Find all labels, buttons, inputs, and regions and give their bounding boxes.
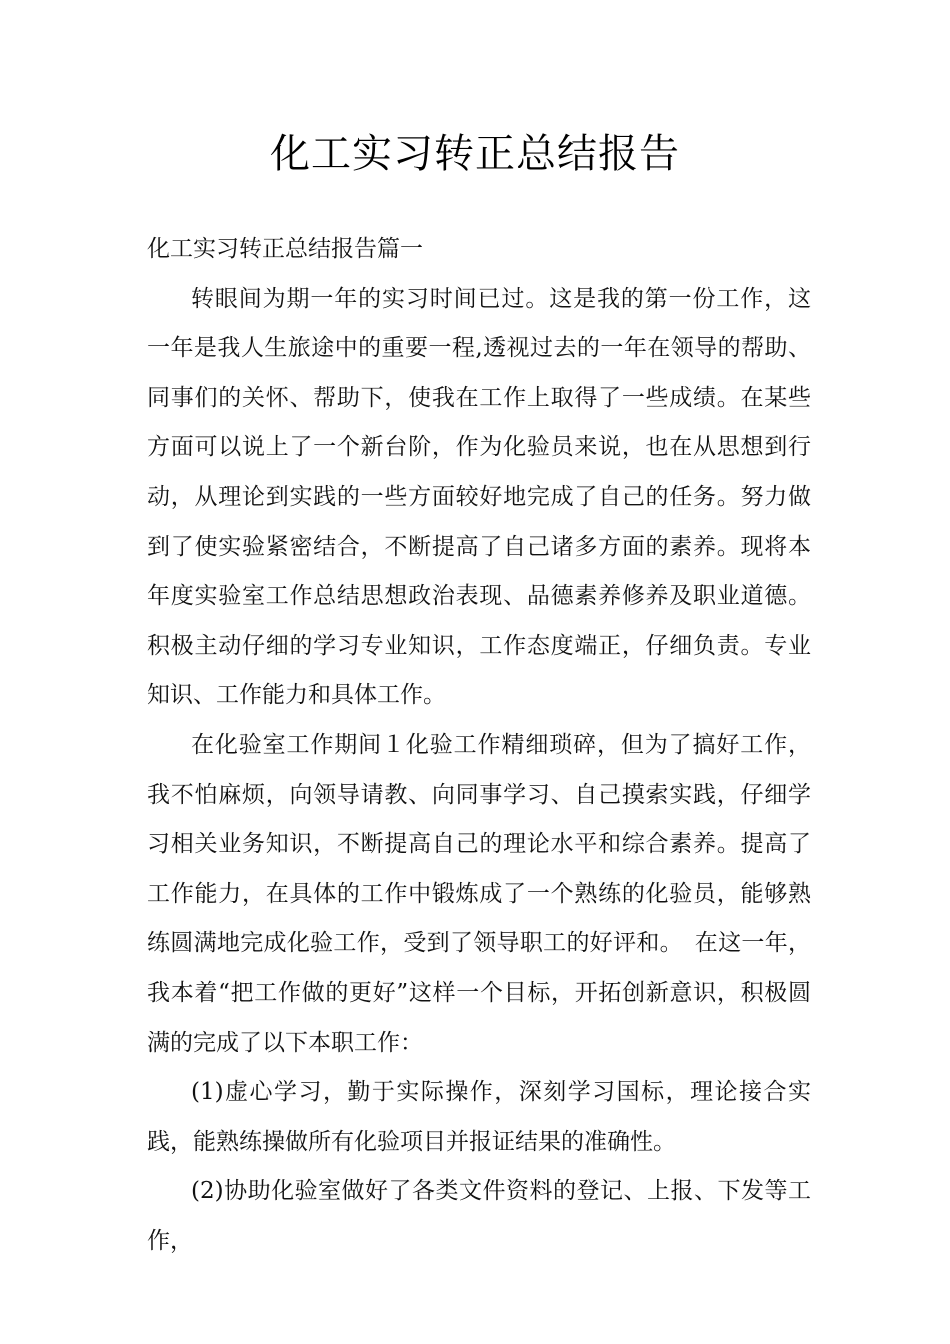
document-title: 化工实习转正总结报告 bbox=[270, 131, 680, 177]
paragraph-item-1: (1)虚心学习，勤于实际操作，深刻学习国标，理论接合实践，能熟练操做所有化验项目并报证结果的准确性。 bbox=[147, 1079, 811, 1155]
document-body bbox=[147, 225, 811, 1266]
paragraph-item-2: (2)协助化验室做好了各类文件资料的登记、上报、下发等工作， bbox=[147, 1178, 811, 1254]
paragraph-lab-work: 在化验室工作期间１化验工作精细琐碎，但为了搞好工作，我不怕麻烦，向领导请教、向同事学习、自己摸索实践，仔细学习相关业务知识，不断提高自己的理论水平和综合素养。提高了工作能力，在具体的工作中锻炼成了一个熟练的化验员，能够熟练圆满地完成化验工作，受到了领导职工的好评和。 在这一年，我本着“把工作做的更好”这样一个目标，开拓创新意识，积极圆满的完成了以下本职工作： bbox=[147, 731, 811, 1056]
section-heading: 化工实习转正总结报告篇一 bbox=[147, 236, 423, 262]
paragraph-intro: 转眼间为期一年的实习时间已过。这是我的第一份工作，这一年是我人生旅途中的重要一程,透视过去的一年在领导的帮助、同事们的关怀、帮助下，使我在工作上取得了一些成绩。在某些方面可以说上了一个新台阶，作为化验员来说，也在从思想到行动，从理论到实践的一些方面较好地完成了自己的任务。努力做到了使实验紧密结合，不断提高了自己诸多方面的素养。现将本年度实验室工作总结思想政治表现、品德素养修养及职业道德。积极主动仔细的学习专业知识，工作态度端正，仔细负责。专业知识、工作能力和具体工作。 bbox=[147, 285, 811, 709]
